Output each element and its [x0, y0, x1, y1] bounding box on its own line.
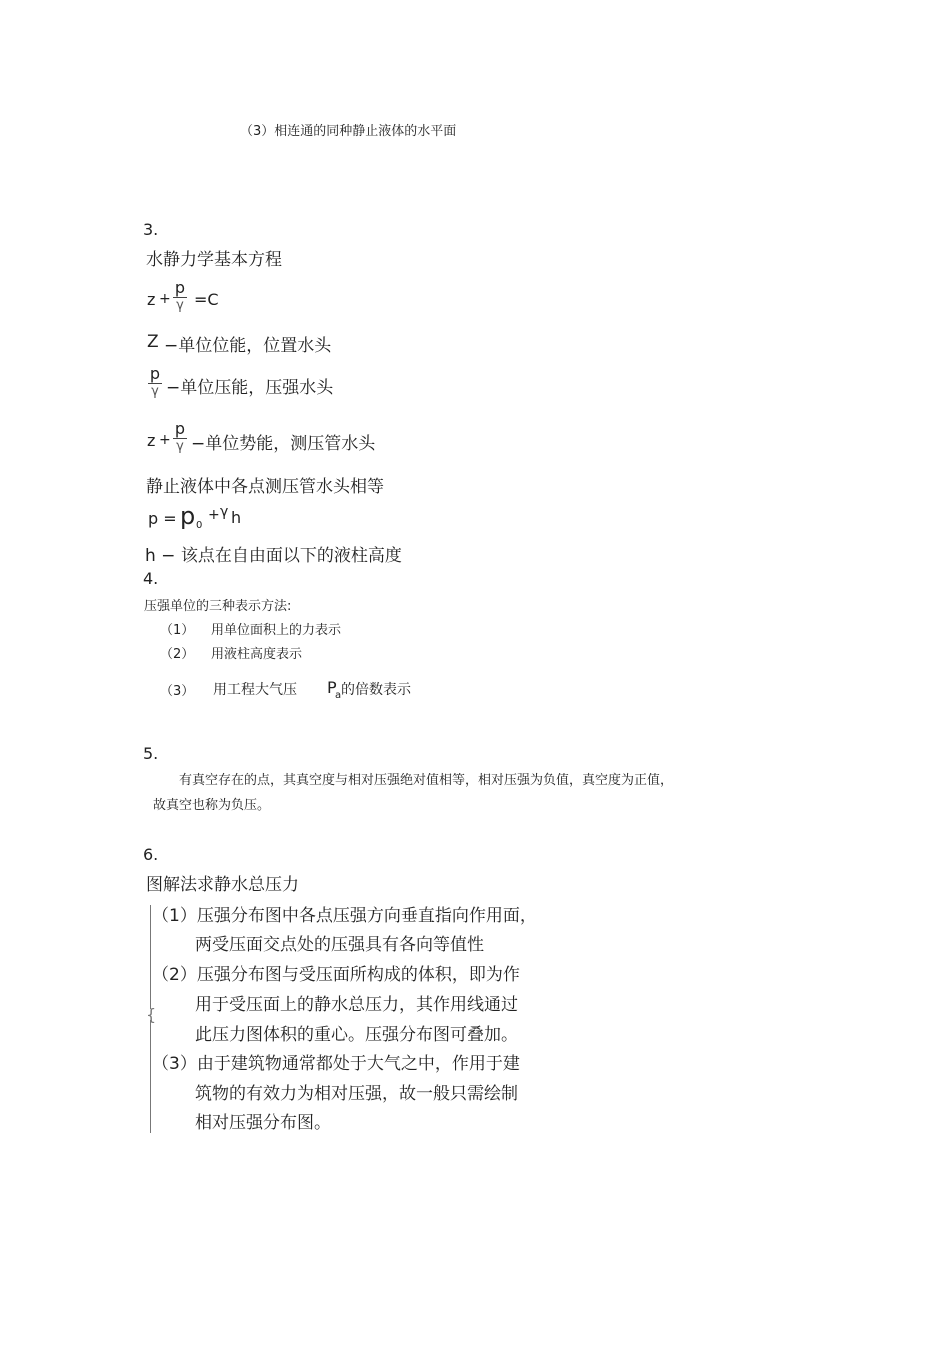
item-2-text: 用液柱高度表示: [211, 647, 303, 662]
section-6-line-3: （2）压强分布图与受压面所构成的体积，即为作: [152, 965, 520, 985]
item-3-tail: 的倍数表示: [341, 682, 411, 698]
brace-lower-line: [150, 1020, 151, 1133]
eq2-gamma: γ: [220, 504, 229, 520]
section-5-number: 5.: [143, 744, 159, 763]
eq-rhs: =C: [194, 290, 219, 309]
brace-upper-line: [150, 905, 151, 1009]
item-1-text: 用单位面积上的力表示: [211, 623, 342, 638]
item-2-num: （2）: [160, 647, 195, 662]
item-3-subscript: a: [335, 690, 342, 701]
top-line: （3）相连通的同种静止液体的水平面: [240, 124, 457, 139]
section-3-title: 水静力学基本方程: [146, 250, 282, 270]
zp-frac-num: p: [174, 419, 186, 438]
section-6-number: 6.: [143, 845, 159, 864]
section-6-line-8: 相对压强分布图。: [195, 1113, 331, 1133]
eq-frac-den: γ: [176, 298, 184, 313]
z-symbol: Z: [147, 332, 159, 352]
section-4-intro: 压强单位的三种表示方法:: [144, 599, 292, 614]
zp-plus: +: [159, 432, 171, 448]
p-frac-den: γ: [151, 384, 159, 399]
eq2-sub0: 0: [196, 520, 203, 531]
section-6-line-5: 此压力图体积的重心。压强分布图可叠加。: [195, 1025, 518, 1045]
section-6-title: 图解法求静水总压力: [146, 875, 299, 895]
eq-fraction: [173, 280, 187, 313]
section-6-line-7: 筑物的有效力为相对压强，故一般只需绘制: [195, 1084, 518, 1104]
zp-definition: −单位势能，测压管水头: [191, 434, 376, 454]
p-frac-num: p: [149, 364, 161, 383]
section-6-line-4: 用于受压面上的静水总压力，其作用线通过: [195, 995, 518, 1015]
eq2-h: h: [231, 508, 242, 527]
eq2-plus: +: [208, 507, 220, 523]
eq-z: z: [147, 290, 156, 309]
eq-plus: +: [159, 291, 171, 307]
z-definition: −单位位能，位置水头: [164, 336, 332, 356]
zp-z: z: [147, 431, 156, 450]
section-3-number: 3.: [143, 220, 159, 239]
brace-tip: {: [146, 1005, 157, 1024]
section-5-line2: 故真空也称为负压。: [153, 798, 271, 813]
zp-fraction: [173, 421, 187, 454]
eq-frac-num: p: [174, 278, 186, 297]
section-4-number: 4.: [143, 569, 159, 588]
section-5-line1: 有真空存在的点，其真空度与相对压强绝对值相等，相对压强为负值，真空度为正值，: [179, 773, 674, 788]
section-6-line-2: 两受压面交点处的压强具有各向等值性: [195, 935, 484, 955]
item-3-num: （3）: [160, 684, 195, 699]
zp-frac-den: γ: [176, 439, 184, 454]
equal-head-line: 静止液体中各点测压管水头相等: [146, 477, 384, 497]
section-6-line-1: （1）压强分布图中各点压强方向垂直指向作用面，: [152, 906, 537, 926]
section-6-line-6: （3）由于建筑物通常都处于大气之中，作用于建: [152, 1054, 520, 1074]
h-definition: h − 该点在自由面以下的液柱高度: [145, 546, 402, 566]
eq2-p0: p: [180, 502, 196, 530]
item-3-symbol: P: [327, 678, 337, 697]
p-definition: −单位压能，压强水头: [166, 378, 334, 398]
item-3-text: 用工程大气压: [213, 682, 297, 698]
eq2-lhs: p =: [148, 509, 177, 528]
item-1-num: （1）: [160, 623, 195, 638]
p-fraction: [148, 366, 162, 399]
